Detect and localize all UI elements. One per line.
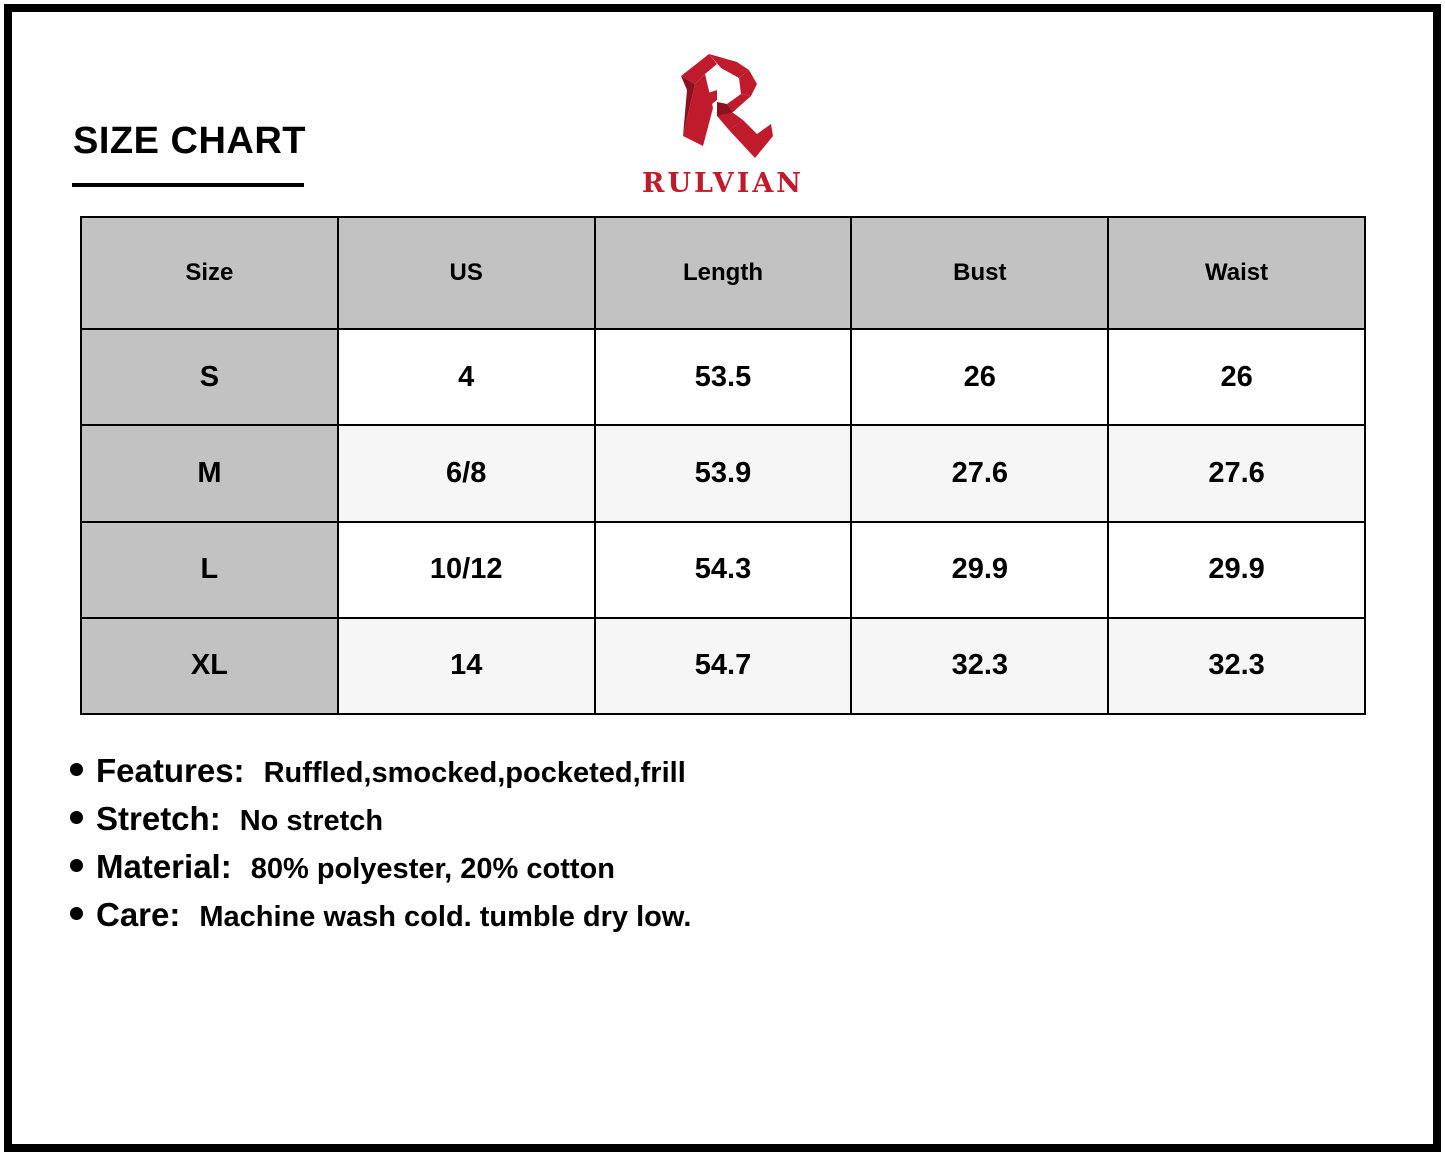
bust-cell: 26 bbox=[851, 329, 1108, 425]
length-cell: 53.5 bbox=[595, 329, 852, 425]
spec-label-stretch: Stretch: bbox=[96, 800, 221, 837]
bullet-icon bbox=[70, 859, 83, 872]
list-item bbox=[70, 896, 691, 944]
length-cell: 53.9 bbox=[595, 425, 852, 521]
brand-logo bbox=[625, 50, 821, 200]
table-row bbox=[81, 425, 1365, 521]
spec-label-material: Material: bbox=[96, 848, 232, 885]
size-cell: S bbox=[81, 329, 338, 425]
table-row bbox=[81, 618, 1365, 714]
length-cell: 54.7 bbox=[595, 618, 852, 714]
bullet-icon bbox=[70, 763, 83, 776]
title-underline bbox=[72, 183, 304, 187]
waist-cell: 27.6 bbox=[1108, 425, 1365, 521]
list-item bbox=[70, 800, 691, 848]
table-row bbox=[81, 329, 1365, 425]
rulvian-r-logo-icon bbox=[677, 50, 773, 162]
column-header-us: US bbox=[338, 217, 595, 329]
list-item bbox=[70, 752, 691, 800]
bullet-icon bbox=[70, 811, 83, 824]
column-header-size: Size bbox=[81, 217, 338, 329]
size-table bbox=[80, 216, 1366, 715]
product-specs-list bbox=[70, 752, 691, 944]
size-cell: L bbox=[81, 522, 338, 618]
us-cell: 10/12 bbox=[338, 522, 595, 618]
table-header-row bbox=[81, 217, 1365, 329]
size-cell: M bbox=[81, 425, 338, 521]
spec-label-care: Care: bbox=[96, 896, 181, 933]
spec-value-care: Machine wash cold. tumble dry low. bbox=[199, 901, 692, 933]
spec-value-stretch: No stretch bbox=[239, 805, 384, 837]
bust-cell: 32.3 bbox=[851, 618, 1108, 714]
column-header-bust: Bust bbox=[851, 217, 1108, 329]
brand-name: RULVIAN bbox=[642, 168, 804, 199]
spec-label-features: Features: bbox=[96, 752, 245, 789]
waist-cell: 29.9 bbox=[1108, 522, 1365, 618]
page-title: SIZE CHART bbox=[73, 120, 306, 162]
us-cell: 4 bbox=[338, 329, 595, 425]
waist-cell: 26 bbox=[1108, 329, 1365, 425]
spec-value-features: Ruffled,smocked,pocketed,frill bbox=[263, 757, 686, 789]
us-cell: 6/8 bbox=[338, 425, 595, 521]
us-cell: 14 bbox=[338, 618, 595, 714]
length-cell: 54.3 bbox=[595, 522, 852, 618]
bust-cell: 29.9 bbox=[851, 522, 1108, 618]
bust-cell: 27.6 bbox=[851, 425, 1108, 521]
size-cell: XL bbox=[81, 618, 338, 714]
waist-cell: 32.3 bbox=[1108, 618, 1365, 714]
list-item bbox=[70, 848, 691, 896]
bullet-icon bbox=[70, 907, 83, 920]
table-row bbox=[81, 522, 1365, 618]
column-header-waist: Waist bbox=[1108, 217, 1365, 329]
column-header-length: Length bbox=[595, 217, 852, 329]
spec-value-material: 80% polyester, 20% cotton bbox=[250, 853, 615, 885]
